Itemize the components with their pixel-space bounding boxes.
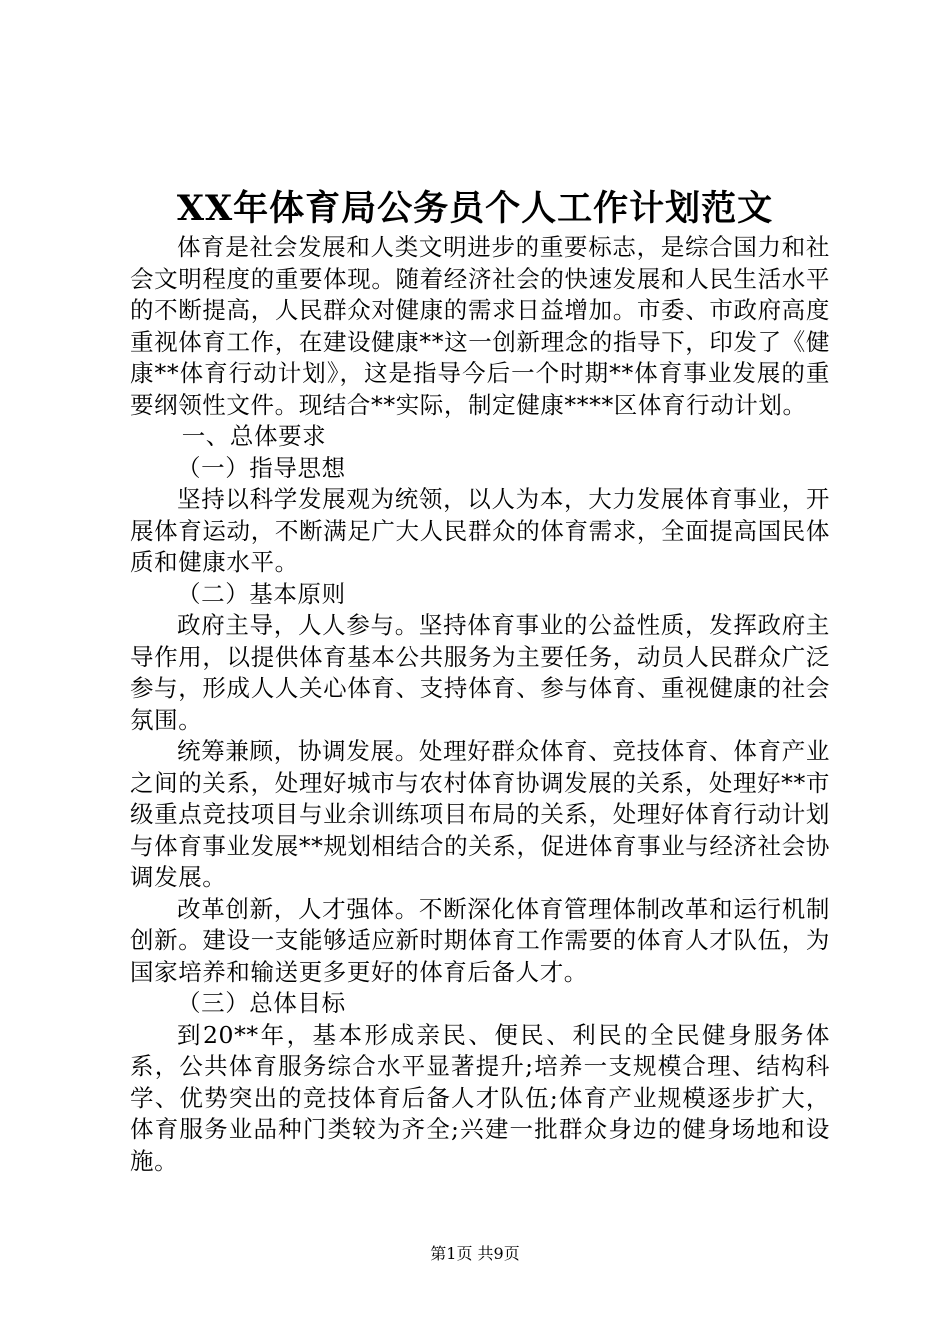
page-number-footer: 第1页 共9页 (430, 1244, 520, 1263)
subsection-heading-basic-principles: （二）基本原则 (177, 579, 346, 608)
section-heading-overall-requirements: 一、总体要求 (181, 422, 327, 450)
document-title: XX年体育局公务员个人工作计划范文 (176, 188, 774, 229)
principle-paragraph-coordinated-development: 统筹兼顾，协调发展。处理好群众体育、竞技体育、体育产业之间的关系，处理好城市与农村体育协调发展的关系，处理好**市级重点竞技项目与业余训练项目布局的关系，处理好体育行动计划与体育事业发展**规划相结合的关系，促进体育事业与经济社会协调发展。 (130, 737, 830, 891)
principle-paragraph-government-led: 政府主导，人人参与。坚持体育事业的公益性质，发挥政府主导作用，以提供体育基本公共服务为主要任务，动员人民群众广泛参与，形成人人关心体育、支持体育、参与体育、重视健康的社会氛围。 (130, 611, 830, 734)
document-body (130, 232, 830, 1177)
overall-goals-paragraph: 到20**年，基本形成亲民、便民、利民的全民健身服务体系，公共体育服务综合水平显著提升;培养一支规模合理、结构科学、优势突出的竞技体育后备人才队伍;体育产业规模逐步扩大，体育服务业品种门类较为齐全;兴建一批群众身边的健身场地和设施。 (130, 1020, 830, 1175)
guiding-ideology-paragraph: 坚持以科学发展观为统领，以人为本，大力发展体育事业，开展体育运动，不断满足广大人民群众的体育需求，全面提高国民体质和健康水平。 (130, 485, 830, 576)
principle-paragraph-reform-innovation: 改革创新，人才强体。不断深化体育管理体制改革和运行机制创新。建设一支能够适应新时期体育工作需要的体育人才队伍，为国家培养和输送更多更好的体育后备人才。 (130, 894, 830, 986)
subsection-heading-overall-goals: （三）总体目标 (177, 989, 346, 1017)
intro-paragraph: 体育是社会发展和人类文明进步的重要标志，是综合国力和社会文明程度的重要体现。随着经济社会的快速发展和人民生活水平的不断提高，人民群众对健康的需求日益增加。市委、市政府高度重视体育工作，在建设健康**这一创新理念的指导下，印发了《健康**体育行动计划》，这是指导今后一个时期**体育事业发展的重要纲领性文件。现结合**实际，制定健康****区体育行动计划。 (130, 233, 830, 419)
subsection-heading-guiding-ideology: （一）指导思想 (177, 453, 346, 482)
